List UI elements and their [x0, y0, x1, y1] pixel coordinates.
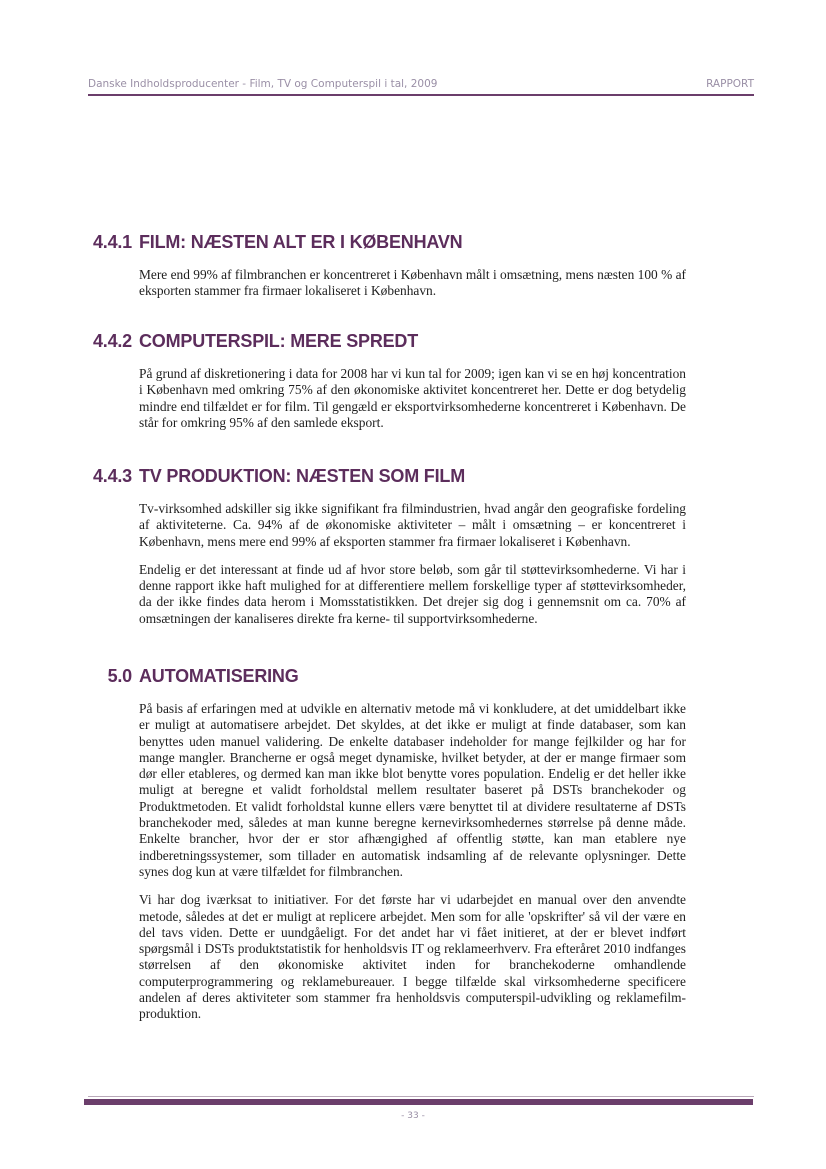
section-title: AUTOMATISERING	[139, 666, 299, 686]
section-number: 5.0	[107, 666, 132, 686]
section-title: COMPUTERSPIL: MERE SPREDT	[139, 331, 419, 351]
section-5-0	[0, 666, 826, 1035]
paragraph: Endelig er det interessant at finde ud af hvor store beløb, som går til støttevirksomhederne. Vi har i denne rapport ikke haft mulighed for at differentiere mellem forskellige typer af støttevirksomheder, da der ikke findes data herom i Momsstatistikken. Det drejer sig dog i gennemsnit om ca. 70% af omsætningen der kanaliseres direkte fra kerne- til supportvirksomhederne.	[139, 561, 686, 626]
paragraph: På grund af diskretionering i data for 2008 har vi kun tal for 2009; igen kan vi se en høj koncentration i København med omkring 75% af den økonomiske aktivitet koncentreret her. Dette er dog betydelig mindre end tilfældet er for film. Til gengæld er eksportvirksomhederne koncentreret i København. De står for omkring 95% af den samlede eksport.	[139, 366, 686, 430]
section-number: 4.4.2	[92, 331, 132, 351]
header-title: Danske Indholdsproducenter - Film, TV og Computerspil i tal, 2009	[88, 78, 438, 90]
section-title: TV PRODUKTION: NÆSTEN SOM FILM	[139, 466, 465, 486]
running-header	[88, 78, 754, 90]
section-heading	[0, 232, 826, 260]
footer-rule-thin	[88, 1096, 754, 1097]
section-title: FILM: NÆSTEN ALT ER I KØBENHAVN	[139, 232, 463, 252]
paragraph: På basis af erfaringen med at udvikle en alternativ metode må vi konkludere, at det umiddelbart ikke er muligt at automatisere arbejdet. Det skyldes, at det ikke er muligt at finde databaser, som kan benyttes uden manuel validering. De enkelte databaser indeholder for mange fejlkilder og har for mange mangler. Brancherne er også meget dynamiske, hvilket betyder, at der er mange firmaer som dør eller etableres, og dermed kan man ikke blot benytte vores population. Endelig er det heller ikke muligt at beregne et validt forholdstal mellem resultater baseret på DSTs branchekoder og Produktmetoden. Et validt forholdstal kunne ellers være benyttet til at dividere resultaterne af DSTs branchekoder med, således at man kunne beregne kernevirksomhedernes størrelse på denne måde. Enkelte brancher, hvor der er stor afhængighed af offentlig støtte, kan man etablere nye indberetningssystemer, som tillader en automatisk indsamling af de relevante oplysninger. Dette synes dog kun at være tilfældet for filmbranchen.	[139, 701, 686, 879]
section-heading	[0, 466, 826, 494]
paragraph: Vi har dog iværksat to initiativer. For det første har vi udarbejdet en manual over den anvendte metode, således at det er muligt at replicere arbejdet. Men som for alle 'opskrifter' så vil der være en del tavs viden. Dette er uundgåeligt. For det andet har vi fået initieret, at der er blevet indført spørgsmål i DSTs produktstatistik for henholdsvis IT og reklameerhverv. Fra efteråret 2010 indfanges størrelsen af den økonomiske aktivitet inden for branchekoderne omhandlende computerprogrammering og reklamebureauer. I begge tilfælde skal virksomhederne specificere andelen af deres aktiviteter som stammer fra henholdsvis computerspil-udvikling og reklamefilm-produktion.	[139, 892, 686, 1022]
section-4-4-2	[0, 331, 826, 443]
section-4-4-1	[0, 232, 826, 312]
header-rule	[88, 94, 754, 96]
page-number: - 33 -	[401, 1111, 425, 1121]
paragraph: Mere end 99% af filmbranchen er koncentreret i København målt i omsætning, mens næsten 100 % af eksporten stammer fra firmaer lokaliseret i København.	[139, 267, 687, 299]
header-label: RAPPORT	[706, 78, 754, 90]
section-heading	[0, 331, 826, 359]
footer-rule	[84, 1099, 753, 1105]
section-heading	[0, 666, 826, 694]
section-number: 4.4.3	[92, 466, 132, 486]
section-4-4-3	[0, 466, 826, 639]
paragraph: Tv-virksomhed adskiller sig ikke signifikant fra filmindustrien, hvad angår den geografiske fordeling af aktiviteterne. Ca. 94% af de økonomiske aktiviteter – målt i omsætning – er koncentreret i København, mens mere end 99% af eksporten stammer fra firmaer lokaliseret i København.	[139, 501, 686, 549]
section-number: 4.4.1	[92, 232, 132, 252]
